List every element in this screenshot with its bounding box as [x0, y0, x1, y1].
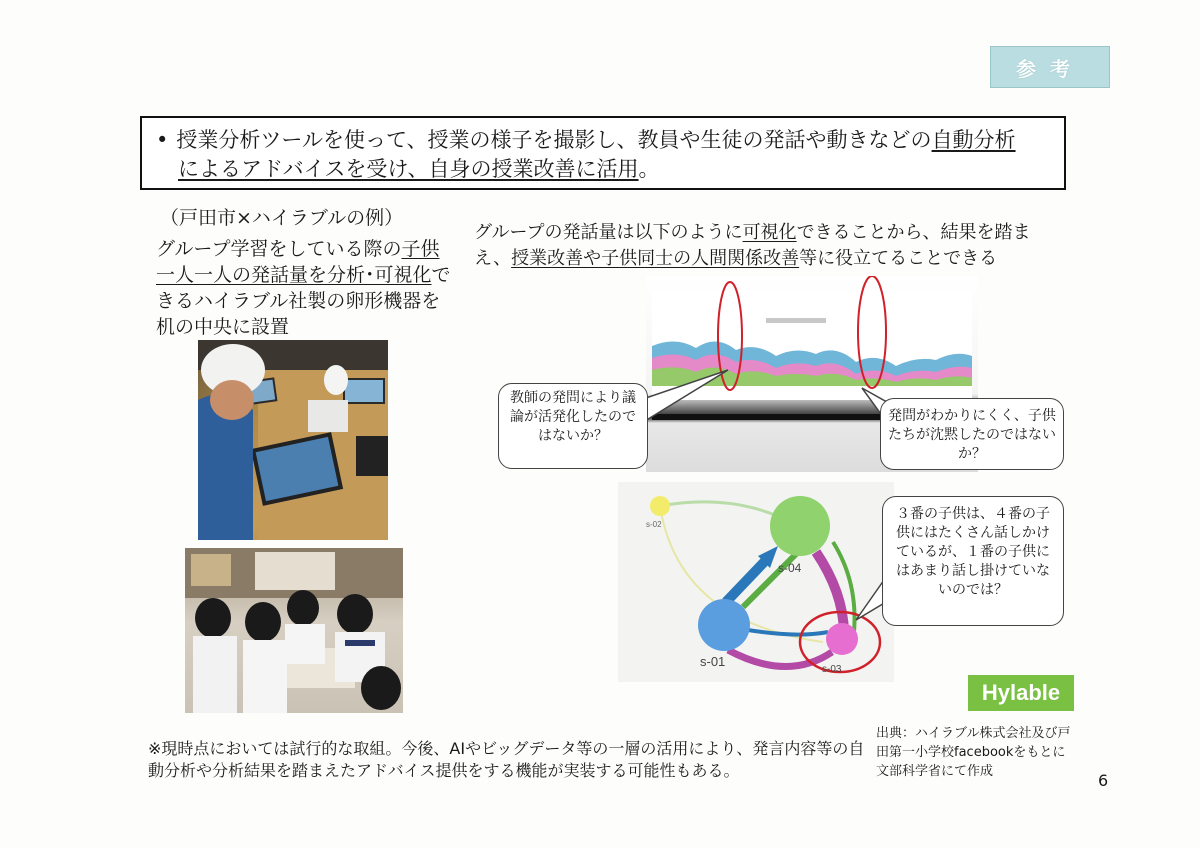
- callout-silence: 発問がわかりにくく、子供たちが沈黙したのではないか？: [880, 398, 1064, 470]
- footnote: ※現時点においては試行的な取組。今後、AIやビッグデータ等の一層の活用により、発言内容等の自動分析や分析結果を踏まえたアドバイス提供をする機能が実装する可能性もある。: [148, 739, 865, 780]
- hylable-logo: Hylable: [968, 675, 1074, 711]
- label-s04: s-04: [778, 561, 802, 575]
- label-s01: s-01: [700, 654, 726, 669]
- summary-text-2: 。: [638, 157, 660, 181]
- summary-underline-1: 自動分析: [931, 128, 1016, 152]
- label-s03: s-03: [822, 664, 842, 675]
- callout-child3: ３番の子供は、４番の子供にはたくさん話しかけているが、１番の子供にはあまり話し掛けていないのでは？: [882, 496, 1064, 626]
- vis-text-3: 等に役立てることできる: [799, 248, 998, 269]
- device-text-1: グループ学習をしている際の: [156, 238, 402, 260]
- device-underline: 子供一人一人の発話量を分析･可視化: [156, 238, 440, 286]
- summary-text-1: 授業分析ツールを使って、授業の様子を撮影し、教員や生徒の発話や動きなどの: [176, 128, 932, 152]
- bullet: •: [156, 128, 169, 152]
- vis-text-1: グループの発話量は以下のように: [474, 222, 743, 243]
- example-title: （戸田市×ハイラブルの例）: [160, 207, 404, 229]
- page-number: 6: [1098, 771, 1109, 790]
- vis-underline-1: 可視化: [742, 222, 797, 243]
- callout-active-discussion: 教師の発問により議論が活発化したのではないか？: [498, 383, 648, 469]
- source-credit: 出典：ハイラブル株式会社及び戸田第一小学校facebookをもとに文部科学省にて作成: [876, 726, 1071, 779]
- reference-badge: 参考: [990, 46, 1110, 88]
- label-s02: s-02: [646, 520, 662, 529]
- device-text-2: できるハイラブル社製の卵形機器を机の中央に設置: [156, 264, 451, 338]
- vis-underline-2: 授業改善や子供同士の人間関係改善: [511, 248, 800, 269]
- vis-text-2: できることから、結果を踏まえ、: [474, 222, 1031, 269]
- summary-underline-2: によるアドバイスを受け、自身の授業改善に活用: [178, 157, 639, 181]
